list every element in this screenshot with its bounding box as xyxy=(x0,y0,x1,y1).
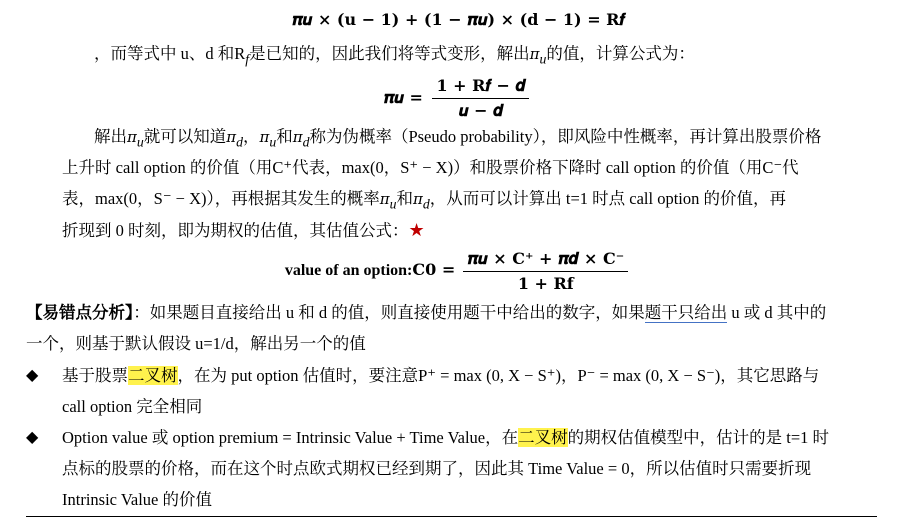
highlighted-text: 二叉树 xyxy=(518,428,568,447)
bottom-divider xyxy=(26,516,877,517)
text-run: ，从而可以计算出 t=1 时点 call option 的价值，再 xyxy=(429,189,786,208)
fraction xyxy=(463,249,628,294)
text-run: 表，max(0，S⁻ − X)），再根据其发生的概率 xyxy=(62,189,380,208)
diamond-bullet-icon: ◆ xyxy=(26,367,39,384)
math-symbol: π xyxy=(226,128,237,146)
text-run: ，在为 put option 估值时，要注意P⁺ = max (0, X − S⁺)，P⁻ = max (0, X − S⁻)，其它思路与 xyxy=(177,366,820,385)
equation-lhs: 𝝅𝒖 = xyxy=(383,88,423,107)
paragraph-line xyxy=(94,42,695,71)
subscript: u xyxy=(136,134,144,150)
equation-binomial xyxy=(0,8,917,32)
equation-lhs: 𝐂𝟎 = xyxy=(412,260,456,279)
text-run: u 或 d 其中的 xyxy=(727,303,827,322)
diamond-bullet-icon: ◆ xyxy=(26,429,39,446)
math-symbol: π xyxy=(529,45,540,63)
text-run: 和 xyxy=(396,189,413,208)
subscript: f xyxy=(245,51,250,67)
text-run: 称为伪概率（Pseudo probability），即风险中性概率，再计算出股票价格 xyxy=(309,127,822,146)
star-icon: ★ xyxy=(408,220,425,240)
text-run: 的期权估值模型中，估计的是 t=1 时 xyxy=(567,428,830,447)
subscript: u xyxy=(269,134,277,150)
text-run: Intrinsic Value 的价值 xyxy=(62,490,213,509)
equation-option-value xyxy=(0,246,917,295)
fraction xyxy=(432,76,529,121)
paragraph-line xyxy=(94,125,821,154)
underlined-text: 题干只给出 xyxy=(644,303,728,322)
math-symbol: π xyxy=(379,190,390,208)
highlighted-text: 二叉树 xyxy=(128,366,178,385)
text-run: 是已知的，因此我们将等式变形，解出 xyxy=(249,44,530,63)
subscript: d xyxy=(422,196,430,212)
text-run: 解出 xyxy=(94,127,127,146)
text-run: ：如果题目直接给出 u 和 d 的值，则直接使用题干中给出的数字，如果 xyxy=(133,303,645,322)
subscript: d xyxy=(236,134,243,150)
text-run: 就可以知道 xyxy=(143,127,227,146)
analysis-line xyxy=(26,301,826,325)
paragraph-line xyxy=(62,156,799,180)
bullet-line xyxy=(62,488,212,512)
text-run: 一个，则基于默认假设 u=1/d，解出另一个的值 xyxy=(26,334,366,353)
math-symbol: π xyxy=(127,128,137,146)
math-symbol: π xyxy=(259,128,270,146)
paragraph-line xyxy=(62,218,425,243)
bullet-line xyxy=(62,364,819,388)
fraction-denominator: 𝒖 − 𝒅 xyxy=(458,101,504,120)
bullet-line xyxy=(62,395,202,419)
text-run: 基于股票 xyxy=(62,366,128,385)
text-run: 和 xyxy=(276,127,293,146)
math-symbol: π xyxy=(413,190,423,208)
fraction-numerator: 𝝅𝒖 × 𝐂⁺ + 𝝅𝒅 × 𝐂⁻ xyxy=(463,249,628,272)
text-run: 折现到 0 时刻，即为期权的估值，其估值公式： xyxy=(62,221,409,240)
text-run: call option 完全相同 xyxy=(62,397,203,416)
bullet-line xyxy=(62,457,811,481)
math-symbol: π xyxy=(292,128,303,146)
analysis-line xyxy=(26,332,366,356)
text-run: 上升时 call option 的价值（用C⁺代表，max(0，S⁺ − X)）和股票价格下降时 call option 的价值（用C⁻代 xyxy=(62,158,799,177)
analysis-heading: 【易错点分析】 xyxy=(26,303,134,322)
equation-text: 𝝅𝒖 × (𝐮 − 𝟏) + (𝟏 − 𝝅𝒖) × (𝐝 − 𝟏) = 𝐑𝒇 xyxy=(292,10,625,29)
paragraph-line xyxy=(62,187,786,216)
text-run: ， xyxy=(242,127,260,146)
subscript: u xyxy=(539,51,547,67)
subscript: u xyxy=(389,196,397,212)
equation-label: value of an option: xyxy=(284,262,413,279)
subscript: d xyxy=(302,134,310,150)
text-run: 点标的股票的价格，而在这个时点欧式期权已经到期了，因此其 Time Value = 0，所以估值时只需要折现 xyxy=(62,459,812,478)
text-run: 的值，计算公式为： xyxy=(546,44,695,63)
text-run: Option value 或 option premium = Intrinsic Value + Time Value，在 xyxy=(62,428,519,447)
text-run: ，而等式中 u、d 和R xyxy=(94,44,246,63)
equation-pi-u xyxy=(0,74,917,122)
fraction-numerator: 𝟏 + 𝐑𝒇 − 𝒅 xyxy=(432,76,529,99)
fraction-denominator: 𝟏 + 𝐑𝐟 xyxy=(517,273,574,293)
bullet-line xyxy=(62,426,829,450)
